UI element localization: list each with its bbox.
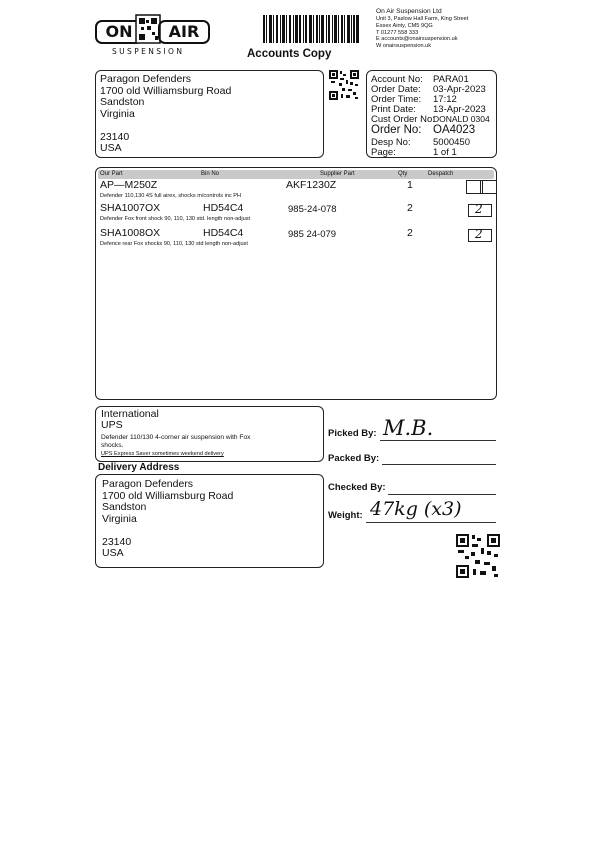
packed-by-line xyxy=(382,464,496,465)
shipping-box xyxy=(95,406,324,462)
logo-tagline: SUSPENSION xyxy=(112,47,185,56)
packed-by-label: Packed By: xyxy=(328,453,380,464)
despatch-checkbox[interactable] xyxy=(480,180,497,194)
picked-by-signature[interactable]: M.B. xyxy=(383,416,434,440)
address-line: Sandston xyxy=(100,96,145,108)
despatch-checkbox[interactable] xyxy=(468,204,492,217)
address-line xyxy=(100,120,231,132)
part-description: Defence rear Fox shocks 90, 110, 130 std length non-adjust xyxy=(100,241,248,247)
address-line: USA xyxy=(102,547,124,559)
part-description: Defender 110,130 4S full airex, shocks m/controls inc PH xyxy=(100,193,242,199)
address-line: Paragon Defenders xyxy=(100,73,192,85)
bin-number: HD54C4 xyxy=(203,202,244,214)
invoice-address-box xyxy=(95,70,324,158)
order-row-desp-no: Desp No: 5000450 xyxy=(371,137,470,148)
part-number: SHA1008OX xyxy=(100,227,161,239)
despatch-mark: 2 xyxy=(475,227,483,241)
document-title: Accounts Copy xyxy=(247,48,332,60)
invoice-address xyxy=(100,74,231,155)
shipping-carrier: UPS xyxy=(101,419,123,431)
supplier-part: 985-24-078 xyxy=(288,204,337,215)
despatch-checkbox[interactable] xyxy=(468,229,492,242)
address-line xyxy=(102,525,233,537)
table-row xyxy=(96,203,496,225)
company-line: W onairsuspension.uk xyxy=(376,43,432,50)
address-line: Virginia xyxy=(100,107,135,120)
company-line: T 01277 558 333 xyxy=(376,29,419,36)
delivery-address xyxy=(102,479,233,560)
header-our-part: Our Part xyxy=(100,171,123,177)
table-row xyxy=(96,180,496,202)
order-row-page: Page: 1 of 1 xyxy=(371,147,457,158)
picked-by-line xyxy=(380,440,496,441)
address-line: Sandston xyxy=(102,501,147,513)
address-line: 23140 xyxy=(102,535,132,548)
quantity: 2 xyxy=(407,202,413,214)
supplier-part: 985 24-079 xyxy=(288,229,337,240)
order-info-table xyxy=(371,74,496,157)
barcode-icon xyxy=(263,15,359,43)
address-line: 23140 xyxy=(100,130,130,143)
checked-by-line xyxy=(388,494,496,495)
supplier-part: AKF1230Z xyxy=(286,179,337,191)
header-bin-no: Bin No xyxy=(201,171,220,177)
logo-on-text: ON xyxy=(105,22,133,41)
shipping-note: Defender 110/130 4-corner air suspension with Fox xyxy=(101,434,251,441)
qr-code-icon xyxy=(329,70,359,100)
order-row-order-time: Order Time: 17:12 xyxy=(371,94,457,105)
order-row-order-no: Order No: OA4023 xyxy=(371,124,476,136)
header-despatch: Despatch xyxy=(428,171,454,177)
quantity: 2 xyxy=(407,227,413,239)
shipping-note: shocks. xyxy=(101,442,124,449)
company-info xyxy=(376,8,516,50)
shipping-service: UPS Express Saver sometimes weekend delivery xyxy=(101,451,224,457)
quantity: 1 xyxy=(407,179,413,191)
part-number: SHA1007OX xyxy=(100,202,161,214)
order-row-print-date: Print Date: 13-Apr-2023 xyxy=(371,104,486,115)
part-description: Defender Fox front shock 90, 110, 130 std. length non-adjust xyxy=(100,216,251,222)
qr-code-icon xyxy=(456,534,500,578)
order-row-cust-order: Cust Order No: DONALD 0304 xyxy=(371,114,490,124)
header-supplier-part: Supplier Part xyxy=(320,171,355,177)
picked-by-label: Picked By: xyxy=(328,428,377,439)
logo-air-text: AIR xyxy=(168,22,200,41)
despatch-mark: 2 xyxy=(475,202,483,216)
table-row xyxy=(96,228,496,250)
weight-handwritten[interactable]: 47kg (x3) xyxy=(370,498,462,520)
delivery-address-box xyxy=(95,474,324,568)
order-info-box xyxy=(366,70,497,158)
order-row-account: Account No: PARA01 xyxy=(371,74,469,85)
bin-number: HD54C4 xyxy=(203,227,244,239)
logo-air-box xyxy=(158,20,210,44)
address-line: 1700 old Williamsburg Road xyxy=(100,84,232,97)
checked-by-label: Checked By: xyxy=(328,482,386,493)
part-number: AP—M250Z xyxy=(100,179,158,191)
address-line: 1700 old Williamsburg Road xyxy=(102,489,234,502)
company-line: On Air Suspension Ltd xyxy=(376,8,442,15)
delivery-address-title: Delivery Address xyxy=(98,462,180,473)
address-line: Virginia xyxy=(102,512,137,525)
items-table-header xyxy=(98,170,494,179)
company-line: Unit 3, Paslow Hall Farm, King Street xyxy=(376,16,469,22)
header-qty: Qty xyxy=(398,171,408,177)
address-line: Paragon Defenders xyxy=(102,478,194,490)
shipping-type: International xyxy=(101,408,159,420)
weight-line xyxy=(366,522,496,523)
items-table xyxy=(95,167,497,400)
company-line: E accounts@onairsuspension.uk xyxy=(376,36,458,43)
address-line: USA xyxy=(100,142,122,154)
order-row-order-date: Order Date: 03-Apr-2023 xyxy=(371,84,486,95)
weight-label: Weight: xyxy=(328,510,363,521)
company-line: Essex Ainty, CM5 9QG xyxy=(376,22,433,29)
